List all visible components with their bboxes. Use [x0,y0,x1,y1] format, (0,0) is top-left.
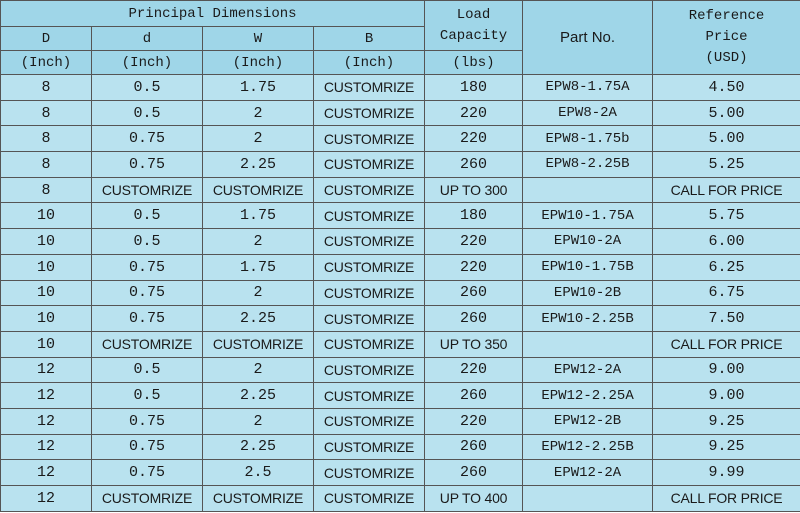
cell-part-no: EPW8-2A [523,100,653,126]
cell-W: 2 [203,229,314,255]
cell-B: CUSTOMRIZE [314,126,425,152]
table-row [1,434,800,460]
cell-d: 0.5 [92,357,203,383]
cell-W: 1.75 [203,203,314,229]
cell-B: CUSTOMRIZE [314,152,425,178]
reference-price-label-line3: (USD) [705,50,748,66]
cell-D: 10 [1,306,92,332]
table-row [1,486,800,512]
cell-part-no [523,486,653,512]
cell-D: 10 [1,254,92,280]
cell-B: CUSTOMRIZE [314,460,425,486]
unit-d: (Inch) [92,51,203,75]
principal-dimensions-header: Principal Dimensions [1,1,425,27]
cell-part-no: EPW10-2.25B [523,306,653,332]
cell-load-capacity: 180 [425,203,523,229]
cell-B: CUSTOMRIZE [314,100,425,126]
cell-load-capacity: 220 [425,357,523,383]
cell-reference-price: 6.75 [653,280,800,306]
cell-part-no: EPW8-1.75b [523,126,653,152]
cell-W: 2 [203,357,314,383]
cell-reference-price: 6.00 [653,229,800,255]
cell-W: 2.5 [203,460,314,486]
cell-part-no: EPW12-2.25A [523,383,653,409]
cell-reference-price: 4.50 [653,75,800,101]
part-no-header: Part No. [523,1,653,75]
column-header-B: B [314,27,425,51]
cell-part-no: EPW10-2B [523,280,653,306]
cell-part-no [523,331,653,357]
cell-D: 12 [1,357,92,383]
cell-W: CUSTOMRIZE [203,486,314,512]
cell-B: CUSTOMRIZE [314,203,425,229]
cell-load-capacity: UP TO 300 [425,177,523,203]
column-header-d: d [92,27,203,51]
cell-load-capacity: 260 [425,460,523,486]
cell-D: 10 [1,331,92,357]
cell-reference-price: 9.25 [653,408,800,434]
cell-load-capacity: UP TO 400 [425,486,523,512]
cell-W: 2.25 [203,434,314,460]
cell-reference-price: 5.25 [653,152,800,178]
cell-B: CUSTOMRIZE [314,229,425,255]
cell-reference-price: 9.99 [653,460,800,486]
table-row [1,126,800,152]
load-capacity-header [425,1,523,51]
cell-reference-price: 6.25 [653,254,800,280]
cell-W: 2 [203,408,314,434]
cell-load-capacity: 260 [425,280,523,306]
column-header-D: D [1,27,92,51]
cell-reference-price: CALL FOR PRICE [653,486,800,512]
cell-W: 1.75 [203,75,314,101]
cell-load-capacity: 260 [425,383,523,409]
cell-D: 12 [1,383,92,409]
load-capacity-label-line2: Capacity [439,27,508,44]
cell-D: 10 [1,203,92,229]
cell-load-capacity: 220 [425,254,523,280]
unit-load: (lbs) [425,51,523,75]
cell-reference-price: CALL FOR PRICE [653,177,800,203]
table-row [1,357,800,383]
cell-D: 12 [1,434,92,460]
cell-d: 0.75 [92,152,203,178]
cell-load-capacity: 260 [425,152,523,178]
cell-load-capacity: 220 [425,408,523,434]
table-row [1,177,800,203]
reference-price-label-line2: Price [705,29,748,45]
table-row [1,203,800,229]
cell-d: 0.75 [92,460,203,486]
cell-part-no: EPW8-2.25B [523,152,653,178]
cell-d: 0.75 [92,254,203,280]
cell-load-capacity: 260 [425,306,523,332]
cell-B: CUSTOMRIZE [314,306,425,332]
cell-B: CUSTOMRIZE [314,177,425,203]
cell-W: 2 [203,280,314,306]
cell-load-capacity: UP TO 350 [425,331,523,357]
cell-D: 12 [1,460,92,486]
cell-load-capacity: 220 [425,229,523,255]
reference-price-header [653,1,800,75]
cell-d: 0.5 [92,383,203,409]
cell-D: 8 [1,75,92,101]
cell-d: 0.75 [92,408,203,434]
cell-d: 0.75 [92,306,203,332]
cell-B: CUSTOMRIZE [314,434,425,460]
table-row [1,408,800,434]
load-capacity-label-line1: Load [456,6,491,23]
cell-reference-price: CALL FOR PRICE [653,331,800,357]
cell-B: CUSTOMRIZE [314,357,425,383]
cell-B: CUSTOMRIZE [314,254,425,280]
table-row [1,306,800,332]
cell-d: CUSTOMRIZE [92,486,203,512]
cell-reference-price: 9.00 [653,383,800,409]
cell-d: 0.5 [92,229,203,255]
cell-d: 0.5 [92,100,203,126]
cell-d: CUSTOMRIZE [92,177,203,203]
cell-D: 8 [1,177,92,203]
table-row [1,229,800,255]
cell-part-no: EPW12-2A [523,460,653,486]
cell-part-no: EPW10-1.75B [523,254,653,280]
cell-d: 0.75 [92,280,203,306]
cell-reference-price: 5.00 [653,126,800,152]
cell-D: 10 [1,229,92,255]
cell-W: CUSTOMRIZE [203,177,314,203]
cell-reference-price: 7.50 [653,306,800,332]
cell-reference-price: 5.75 [653,203,800,229]
cell-B: CUSTOMRIZE [314,383,425,409]
unit-B: (Inch) [314,51,425,75]
reference-price-label-line1: Reference [688,8,765,24]
cell-W: 2 [203,100,314,126]
cell-D: 8 [1,152,92,178]
cell-load-capacity: 220 [425,126,523,152]
cell-W: 2.25 [203,306,314,332]
cell-d: 0.75 [92,434,203,460]
cell-d: CUSTOMRIZE [92,331,203,357]
cell-D: 10 [1,280,92,306]
table-row [1,383,800,409]
cell-W: CUSTOMRIZE [203,331,314,357]
cell-D: 12 [1,408,92,434]
cell-reference-price: 5.00 [653,100,800,126]
cell-B: CUSTOMRIZE [314,331,425,357]
cell-B: CUSTOMRIZE [314,486,425,512]
cell-part-no: EPW8-1.75A [523,75,653,101]
cell-part-no: EPW12-2A [523,357,653,383]
cell-W: 2.25 [203,152,314,178]
table-row [1,152,800,178]
cell-W: 2.25 [203,383,314,409]
column-header-W: W [203,27,314,51]
cell-D: 8 [1,126,92,152]
cell-B: CUSTOMRIZE [314,408,425,434]
table-row [1,460,800,486]
cell-load-capacity: 220 [425,100,523,126]
cell-load-capacity: 180 [425,75,523,101]
cell-reference-price: 9.25 [653,434,800,460]
cell-B: CUSTOMRIZE [314,75,425,101]
cell-W: 1.75 [203,254,314,280]
cell-part-no: EPW12-2B [523,408,653,434]
cell-D: 8 [1,100,92,126]
cell-d: 0.5 [92,75,203,101]
cell-B: CUSTOMRIZE [314,280,425,306]
unit-D: (Inch) [1,51,92,75]
cell-part-no [523,177,653,203]
cell-W: 2 [203,126,314,152]
cell-load-capacity: 260 [425,434,523,460]
cell-part-no: EPW10-2A [523,229,653,255]
cell-d: 0.5 [92,203,203,229]
table-row [1,331,800,357]
table-row [1,75,800,101]
table-row [1,254,800,280]
table-body [1,75,800,512]
cell-d: 0.75 [92,126,203,152]
cell-reference-price: 9.00 [653,357,800,383]
unit-W: (Inch) [203,51,314,75]
table-row [1,100,800,126]
table-row [1,280,800,306]
cell-part-no: EPW12-2.25B [523,434,653,460]
cell-part-no: EPW10-1.75A [523,203,653,229]
cell-D: 12 [1,486,92,512]
